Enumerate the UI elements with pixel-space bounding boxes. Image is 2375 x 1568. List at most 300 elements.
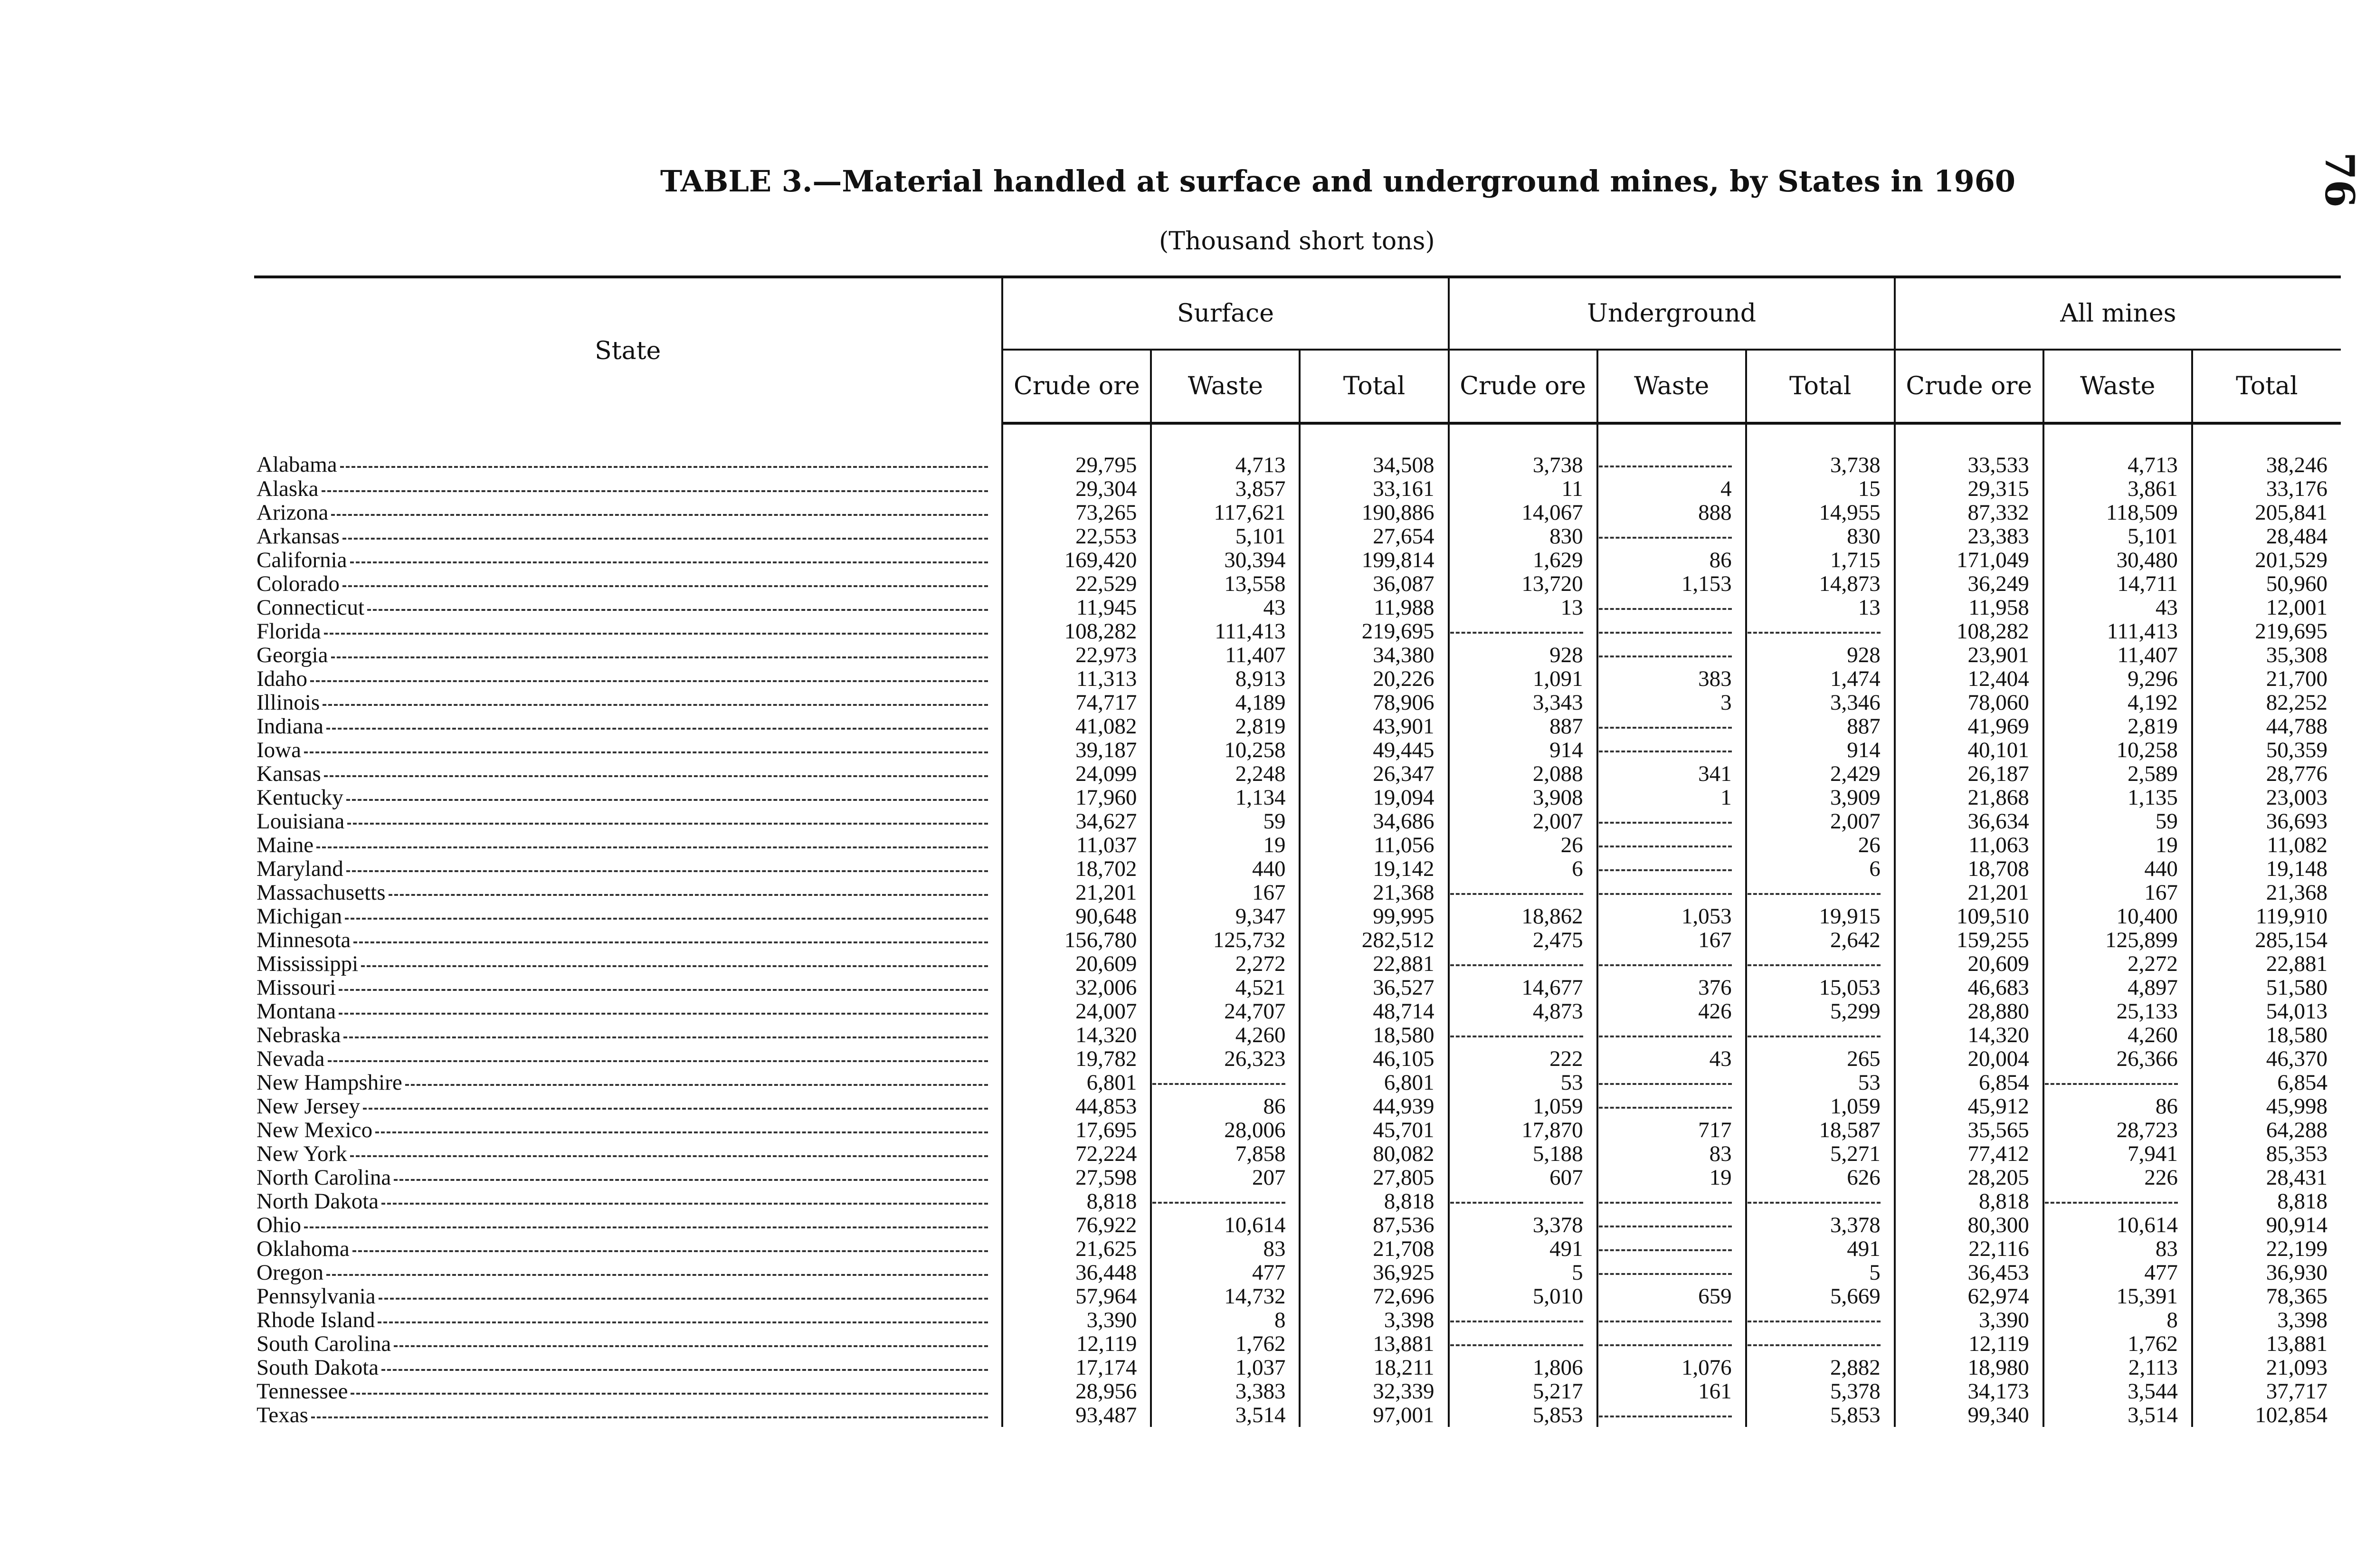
- value-cell: 26,366: [2043, 1047, 2192, 1071]
- value-cell: 928: [1746, 643, 1895, 667]
- value-cell: 73,265: [1002, 501, 1151, 524]
- value-cell: 219,695: [1300, 619, 1448, 643]
- state-name: Massachusetts: [256, 881, 386, 904]
- value-cell: 1,762: [1151, 1332, 1300, 1356]
- leader-dots: [316, 846, 988, 848]
- value-cell: 13,881: [2192, 1332, 2341, 1356]
- value-cell: 32,339: [1300, 1379, 1448, 1403]
- empty-dash: [2045, 1083, 2178, 1085]
- table-row: [254, 1356, 2341, 1379]
- value-cell: 99,340: [1895, 1403, 2043, 1427]
- value-cell: 44,788: [2192, 714, 2341, 738]
- column-header-surface-waste: Waste: [1151, 350, 1300, 423]
- value-cell: [2043, 1189, 2192, 1213]
- group-header-all-mines: All mines: [1895, 277, 2341, 350]
- leader-dots: [340, 466, 988, 468]
- value-cell: 22,529: [1002, 572, 1151, 596]
- value-cell: 83: [1597, 1142, 1746, 1166]
- value-cell: 11,958: [1895, 596, 2043, 619]
- value-cell: 2,589: [2043, 762, 2192, 786]
- table-row: [254, 572, 2341, 596]
- value-cell: 285,154: [2192, 928, 2341, 952]
- value-cell: 11,056: [1300, 833, 1448, 857]
- value-cell: 2,007: [1746, 809, 1895, 833]
- value-cell: 1,153: [1597, 572, 1746, 596]
- value-cell: 5: [1746, 1261, 1895, 1284]
- value-cell: [1449, 1332, 1597, 1356]
- state-name: Minnesota: [256, 928, 351, 952]
- value-cell: 9,347: [1151, 904, 1300, 928]
- value-cell: 1,762: [2043, 1332, 2192, 1356]
- value-cell: 18,862: [1449, 904, 1597, 928]
- empty-dash: [1599, 1083, 1732, 1085]
- state-name: Oklahoma: [256, 1237, 350, 1261]
- value-cell: 20,609: [1002, 952, 1151, 976]
- value-cell: 659: [1597, 1284, 1746, 1308]
- value-cell: 72,696: [1300, 1284, 1448, 1308]
- state-cell: [254, 501, 1002, 524]
- value-cell: 117,621: [1151, 501, 1300, 524]
- value-cell: 17,695: [1002, 1118, 1151, 1142]
- value-cell: 15: [1746, 477, 1895, 501]
- state-name: South Dakota: [256, 1356, 379, 1379]
- value-cell: [2043, 1071, 2192, 1094]
- value-cell: [1597, 833, 1746, 857]
- column-header-all-total: Total: [2192, 350, 2341, 423]
- value-cell: 125,732: [1151, 928, 1300, 952]
- value-cell: 3,861: [2043, 477, 2192, 501]
- value-cell: 12,404: [1895, 667, 2043, 691]
- value-cell: 86: [2043, 1094, 2192, 1118]
- value-cell: 1,474: [1746, 667, 1895, 691]
- table-row: [254, 643, 2341, 667]
- leader-dots: [322, 490, 988, 492]
- value-cell: 190,886: [1300, 501, 1448, 524]
- table-row: [254, 999, 2341, 1023]
- value-cell: 34,380: [1300, 643, 1448, 667]
- column-header-underground-crude-ore: Crude ore: [1449, 350, 1597, 423]
- value-cell: 14,955: [1746, 501, 1895, 524]
- state-name: Mississippi: [256, 952, 359, 976]
- value-cell: [1151, 1189, 1300, 1213]
- value-cell: 3,390: [1002, 1308, 1151, 1332]
- state-cell: [254, 1213, 1002, 1237]
- value-cell: 4,521: [1151, 976, 1300, 999]
- state-cell: [254, 833, 1002, 857]
- value-cell: 18,587: [1746, 1118, 1895, 1142]
- value-cell: 83: [2043, 1237, 2192, 1261]
- state-name: Tennessee: [256, 1379, 348, 1403]
- table-row: [254, 1142, 2341, 1166]
- value-cell: [1597, 1094, 1746, 1118]
- value-cell: 19: [2043, 833, 2192, 857]
- leader-dots: [323, 704, 988, 706]
- value-cell: 3,346: [1746, 691, 1895, 714]
- table-row: [254, 501, 2341, 524]
- value-cell: 226: [2043, 1166, 2192, 1189]
- value-cell: 887: [1746, 714, 1895, 738]
- value-cell: 3,544: [2043, 1379, 2192, 1403]
- value-cell: 29,795: [1002, 423, 1151, 477]
- value-cell: 887: [1449, 714, 1597, 738]
- state-cell: [254, 857, 1002, 881]
- value-cell: 43: [1597, 1047, 1746, 1071]
- empty-dash: [1599, 1344, 1732, 1346]
- value-cell: 50,359: [2192, 738, 2341, 762]
- state-name: New Mexico: [256, 1118, 373, 1142]
- leader-dots: [304, 751, 988, 753]
- table-row: [254, 1071, 2341, 1094]
- state-name: Georgia: [256, 643, 328, 667]
- value-cell: 5,101: [1151, 524, 1300, 548]
- value-cell: 64,288: [2192, 1118, 2341, 1142]
- value-cell: 914: [1449, 738, 1597, 762]
- value-cell: 2,272: [2043, 952, 2192, 976]
- value-cell: 4,192: [2043, 691, 2192, 714]
- value-cell: [1151, 1071, 1300, 1094]
- value-cell: 11,037: [1002, 833, 1151, 857]
- value-cell: 44,853: [1002, 1094, 1151, 1118]
- value-cell: 2,882: [1746, 1356, 1895, 1379]
- leader-dots: [363, 1108, 988, 1110]
- value-cell: 57,964: [1002, 1284, 1151, 1308]
- table-row: [254, 1118, 2341, 1142]
- value-cell: 111,413: [2043, 619, 2192, 643]
- value-cell: 39,187: [1002, 738, 1151, 762]
- table-row: [254, 423, 2341, 477]
- value-cell: 3,857: [1151, 477, 1300, 501]
- value-cell: 19,094: [1300, 786, 1448, 809]
- state-name: Florida: [256, 619, 321, 643]
- value-cell: 30,394: [1151, 548, 1300, 572]
- value-cell: 49,445: [1300, 738, 1448, 762]
- leader-dots: [326, 1274, 988, 1276]
- value-cell: 36,693: [2192, 809, 2341, 833]
- empty-dash: [1748, 893, 1881, 895]
- state-name: Idaho: [256, 667, 308, 691]
- empty-dash: [1599, 466, 1732, 467]
- empty-dash: [1748, 964, 1881, 966]
- value-cell: [1746, 619, 1895, 643]
- value-cell: 5,378: [1746, 1379, 1895, 1403]
- value-cell: 22,973: [1002, 643, 1151, 667]
- value-cell: 626: [1746, 1166, 1895, 1189]
- value-cell: 59: [2043, 809, 2192, 833]
- value-cell: 2,113: [2043, 1356, 2192, 1379]
- state-cell: [254, 1189, 1002, 1213]
- value-cell: 199,814: [1300, 548, 1448, 572]
- value-cell: [1597, 809, 1746, 833]
- value-cell: 3,390: [1895, 1308, 2043, 1332]
- value-cell: 18,980: [1895, 1356, 2043, 1379]
- value-cell: 3,343: [1449, 691, 1597, 714]
- value-cell: 11: [1449, 477, 1597, 501]
- leader-dots: [379, 1298, 988, 1300]
- value-cell: 19,142: [1300, 857, 1448, 881]
- empty-dash: [1599, 1202, 1732, 1204]
- value-cell: 4,713: [1151, 423, 1300, 477]
- empty-dash: [1152, 1083, 1285, 1085]
- state-name: Michigan: [256, 904, 342, 928]
- value-cell: 11,313: [1002, 667, 1151, 691]
- value-cell: [1746, 1023, 1895, 1047]
- value-cell: 13,558: [1151, 572, 1300, 596]
- table-row: [254, 619, 2341, 643]
- value-cell: 171,049: [1895, 548, 2043, 572]
- state-name: Kansas: [256, 762, 321, 786]
- state-name: Colorado: [256, 572, 340, 596]
- empty-dash: [1748, 1321, 1881, 1322]
- value-cell: 3,398: [2192, 1308, 2341, 1332]
- value-cell: 5,271: [1746, 1142, 1895, 1166]
- value-cell: 18,708: [1895, 857, 2043, 881]
- value-cell: 78,060: [1895, 691, 2043, 714]
- state-cell: [254, 423, 1002, 477]
- state-cell: [254, 762, 1002, 786]
- state-cell: [254, 1071, 1002, 1094]
- value-cell: 13: [1449, 596, 1597, 619]
- value-cell: 18,580: [1300, 1023, 1448, 1047]
- empty-dash: [1599, 632, 1732, 634]
- value-cell: 29,315: [1895, 477, 2043, 501]
- leader-dots: [405, 1084, 988, 1086]
- value-cell: [1746, 1308, 1895, 1332]
- table-row: [254, 904, 2341, 928]
- value-cell: 5: [1449, 1261, 1597, 1284]
- value-cell: 22,553: [1002, 524, 1151, 548]
- value-cell: 1,715: [1746, 548, 1895, 572]
- value-cell: [1597, 1332, 1746, 1356]
- state-cell: [254, 1237, 1002, 1261]
- value-cell: 4,189: [1151, 691, 1300, 714]
- leader-dots: [324, 633, 988, 635]
- value-cell: 7,858: [1151, 1142, 1300, 1166]
- leader-dots: [342, 538, 988, 540]
- value-cell: 15,391: [2043, 1284, 2192, 1308]
- group-header-underground: Underground: [1449, 277, 1895, 350]
- value-cell: 82,252: [2192, 691, 2341, 714]
- state-cell: [254, 928, 1002, 952]
- leader-dots: [339, 989, 988, 991]
- value-cell: 1,037: [1151, 1356, 1300, 1379]
- empty-dash: [1599, 1107, 1732, 1109]
- table-body: [254, 423, 2341, 1427]
- table-row: [254, 1308, 2341, 1332]
- value-cell: 87,536: [1300, 1213, 1448, 1237]
- value-cell: 111,413: [1151, 619, 1300, 643]
- value-cell: 18,211: [1300, 1356, 1448, 1379]
- value-cell: 34,627: [1002, 809, 1151, 833]
- table-row: [254, 667, 2341, 691]
- leader-dots: [339, 1013, 988, 1015]
- value-cell: 41,969: [1895, 714, 2043, 738]
- table-row: [254, 1237, 2341, 1261]
- leader-dots: [381, 1369, 988, 1371]
- value-cell: 8: [1151, 1308, 1300, 1332]
- value-cell: 11,988: [1300, 596, 1448, 619]
- empty-dash: [1748, 1202, 1881, 1204]
- value-cell: 3,514: [2043, 1403, 2192, 1427]
- value-cell: 36,453: [1895, 1261, 2043, 1284]
- column-header-all-waste: Waste: [2043, 350, 2192, 423]
- value-cell: [1597, 596, 1746, 619]
- table-row: [254, 477, 2341, 501]
- value-cell: 21,368: [2192, 881, 2341, 904]
- value-cell: 50,960: [2192, 572, 2341, 596]
- value-cell: 1,629: [1449, 548, 1597, 572]
- value-cell: 11,407: [1151, 643, 1300, 667]
- value-cell: 13,720: [1449, 572, 1597, 596]
- table-row: [254, 786, 2341, 809]
- state-name: New York: [256, 1142, 347, 1166]
- empty-dash: [2045, 1202, 2178, 1204]
- table-row: [254, 762, 2341, 786]
- value-cell: 717: [1597, 1118, 1746, 1142]
- value-cell: 87,332: [1895, 501, 2043, 524]
- value-cell: 22,881: [2192, 952, 2341, 976]
- state-name: Montana: [256, 999, 336, 1023]
- value-cell: 26: [1449, 833, 1597, 857]
- value-cell: 28,956: [1002, 1379, 1151, 1403]
- value-cell: 25,133: [2043, 999, 2192, 1023]
- value-cell: 15,053: [1746, 976, 1895, 999]
- value-cell: 14,711: [2043, 572, 2192, 596]
- state-cell: [254, 524, 1002, 548]
- value-cell: [1597, 524, 1746, 548]
- value-cell: 43,901: [1300, 714, 1448, 738]
- value-cell: 383: [1597, 667, 1746, 691]
- value-cell: 18,580: [2192, 1023, 2341, 1047]
- leader-dots: [331, 656, 988, 658]
- value-cell: 5,853: [1449, 1403, 1597, 1427]
- value-cell: 36,527: [1300, 976, 1448, 999]
- value-cell: 26: [1746, 833, 1895, 857]
- empty-dash: [1450, 1321, 1583, 1322]
- leader-dots: [353, 941, 988, 943]
- value-cell: 219,695: [2192, 619, 2341, 643]
- value-cell: 1,134: [1151, 786, 1300, 809]
- value-cell: 2,819: [1151, 714, 1300, 738]
- empty-dash: [1599, 1273, 1732, 1275]
- value-cell: 28,776: [2192, 762, 2341, 786]
- column-header-all-crude-ore: Crude ore: [1895, 350, 2043, 423]
- value-cell: [1597, 643, 1746, 667]
- group-header-surface: Surface: [1002, 277, 1448, 350]
- table-row: [254, 1379, 2341, 1403]
- state-name: Kentucky: [256, 786, 343, 809]
- value-cell: 8,818: [2192, 1189, 2341, 1213]
- table-row: [254, 738, 2341, 762]
- value-cell: 28,880: [1895, 999, 2043, 1023]
- table-row: [254, 1284, 2341, 1308]
- value-cell: 90,914: [2192, 1213, 2341, 1237]
- table-row: [254, 691, 2341, 714]
- column-header-surface-crude-ore: Crude ore: [1002, 350, 1151, 423]
- value-cell: 477: [1151, 1261, 1300, 1284]
- value-cell: 1,806: [1449, 1356, 1597, 1379]
- value-cell: 36,634: [1895, 809, 2043, 833]
- value-cell: 83: [1151, 1237, 1300, 1261]
- value-cell: 2,248: [1151, 762, 1300, 786]
- leader-dots: [378, 1321, 988, 1323]
- value-cell: 34,508: [1300, 423, 1448, 477]
- state-name: California: [256, 548, 347, 572]
- state-cell: [254, 572, 1002, 596]
- value-cell: 3,738: [1449, 423, 1597, 477]
- state-cell: [254, 1261, 1002, 1284]
- value-cell: [1597, 857, 1746, 881]
- value-cell: [1746, 1332, 1895, 1356]
- value-cell: 5,010: [1449, 1284, 1597, 1308]
- value-cell: 21,625: [1002, 1237, 1151, 1261]
- table-row: [254, 857, 2341, 881]
- value-cell: 1,053: [1597, 904, 1746, 928]
- value-cell: 80,082: [1300, 1142, 1448, 1166]
- value-cell: 36,087: [1300, 572, 1448, 596]
- table-row: [254, 1047, 2341, 1071]
- value-cell: 8: [2043, 1308, 2192, 1332]
- value-cell: 34,686: [1300, 809, 1448, 833]
- table-row: [254, 1261, 2341, 1284]
- value-cell: 10,258: [2043, 738, 2192, 762]
- leader-dots: [328, 1060, 988, 1062]
- value-cell: 35,308: [2192, 643, 2341, 667]
- value-cell: 4,260: [1151, 1023, 1300, 1047]
- state-cell: [254, 1023, 1002, 1047]
- table-row: [254, 524, 2341, 548]
- value-cell: 38,246: [2192, 423, 2341, 477]
- empty-dash: [1599, 869, 1732, 871]
- state-name: Ohio: [256, 1213, 301, 1237]
- value-cell: 2,642: [1746, 928, 1895, 952]
- value-cell: 830: [1449, 524, 1597, 548]
- value-cell: 24,099: [1002, 762, 1151, 786]
- value-cell: 22,116: [1895, 1237, 2043, 1261]
- value-cell: 20,004: [1895, 1047, 2043, 1071]
- state-name: Arizona: [256, 501, 329, 524]
- value-cell: 1,091: [1449, 667, 1597, 691]
- value-cell: 28,484: [2192, 524, 2341, 548]
- value-cell: 440: [2043, 857, 2192, 881]
- empty-dash: [1450, 1202, 1583, 1204]
- value-cell: 27,598: [1002, 1166, 1151, 1189]
- value-cell: 6,854: [1895, 1071, 2043, 1094]
- value-cell: [1746, 881, 1895, 904]
- value-cell: 40,101: [1895, 738, 2043, 762]
- state-name: Texas: [256, 1403, 308, 1427]
- value-cell: 3,398: [1300, 1308, 1448, 1332]
- value-cell: 2,007: [1449, 809, 1597, 833]
- value-cell: [1449, 619, 1597, 643]
- value-cell: 6: [1449, 857, 1597, 881]
- value-cell: 2,088: [1449, 762, 1597, 786]
- value-cell: 4,897: [2043, 976, 2192, 999]
- table-row: [254, 714, 2341, 738]
- value-cell: 21,201: [1002, 881, 1151, 904]
- value-cell: 37,717: [2192, 1379, 2341, 1403]
- value-cell: 3,909: [1746, 786, 1895, 809]
- value-cell: 85,353: [2192, 1142, 2341, 1166]
- data-table: [254, 276, 2341, 1427]
- table-row: [254, 881, 2341, 904]
- value-cell: 12,119: [1895, 1332, 2043, 1356]
- leader-dots: [326, 728, 988, 730]
- value-cell: 5,669: [1746, 1284, 1895, 1308]
- state-cell: [254, 1047, 1002, 1071]
- empty-dash: [1599, 846, 1732, 847]
- value-cell: 45,912: [1895, 1094, 2043, 1118]
- state-name: Maine: [256, 833, 314, 857]
